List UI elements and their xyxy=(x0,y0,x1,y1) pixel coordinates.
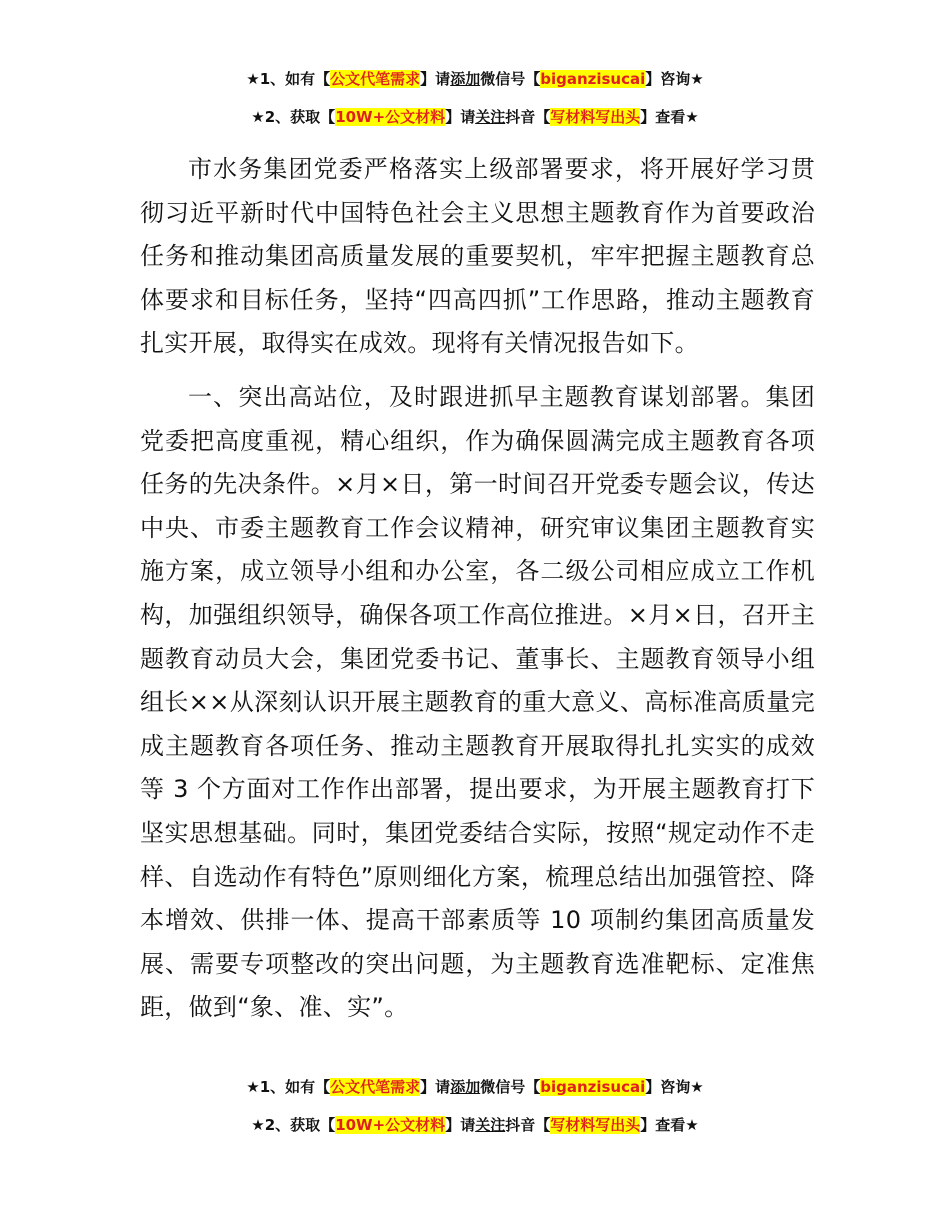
body-paragraph: 一、突出高站位，及时跟进抓早主题教育谋划部署。集团党委把高度重视，精心组织，作为确保圆满完成主题教育各项任务的先决条件。×月×日，第一时间召开党委专题会议，传达中央、市委主题教育工作会议精神，研究审议集团主题教育实施方案，成立领导小组和办公室，各二级公司相应成立工作机构，加强组织领导，确保各项工作高位推进。×月×日，召开主题教育动员大会，集团党委书记、董事长、主题教育领导小组组长××从深刻认识开展主题教育的重大意义、高标准高质量完成主题教育各项任务、推动主题教育开展取得扎扎实实的成效等 3 个方面对工作作出部署，提出要求，为开展主题教育打下坚实思想基础。同时，集团党委结合实际，按照“规定动作不走样、自选动作有特色”原则细化方案，梳理总结出加强管控、降本增效、供排一体、提高干部素质等 10 项制约集团高质量发展、需要专项整改的突出问题，为主题教育选准靶标、定准焦距，做到“象、准、实”。 xyxy=(140,382,815,1022)
promo-text: 】请 xyxy=(420,1078,451,1096)
promo-underline: 关注 xyxy=(475,1116,506,1134)
header-promo-line-2 xyxy=(0,106,950,128)
promo-highlight: 公文代笔需求 xyxy=(330,70,421,88)
promo-text: ★2、获取【 xyxy=(251,108,336,126)
promo-text: ★1、如有【 xyxy=(246,70,331,88)
header-promo-line-1 xyxy=(0,68,950,90)
promo-text: 】请 xyxy=(420,70,451,88)
promo-text: 抖音【 xyxy=(505,108,551,126)
footer-promo-line-2 xyxy=(0,1114,950,1136)
document-body xyxy=(140,148,815,1030)
promo-highlight: 10W+公文材料 xyxy=(335,108,446,126)
promo-text: 】请 xyxy=(445,1116,476,1134)
promo-underline: 添加 xyxy=(450,70,481,88)
promo-wechat-id: biganzisucai xyxy=(540,70,646,88)
promo-wechat-id: biganzisucai xyxy=(540,1078,646,1096)
promo-text: 抖音【 xyxy=(505,1116,551,1134)
promo-highlight: 10W+公文材料 xyxy=(335,1116,446,1134)
footer-promo-line-1 xyxy=(0,1076,950,1098)
body-paragraph: 市水务集团党委严格落实上级部署要求，将开展好学习贯彻习近平新时代中国特色社会主义思想主题教育作为首要政治任务和推动集团高质量发展的重要契机，牢牢把握主题教育总体要求和目标任务，坚持“四高四抓”工作思路，推动主题教育扎实开展，取得实在成效。现将有关情况报告如下。 xyxy=(140,155,815,358)
promo-text: 微信号【 xyxy=(480,1078,541,1096)
promo-text: 】查看★ xyxy=(640,1116,699,1134)
promo-text: 微信号【 xyxy=(480,70,541,88)
promo-text: 】请 xyxy=(445,108,476,126)
promo-douyin-name: 写材料写出头 xyxy=(550,108,641,126)
promo-underline: 添加 xyxy=(450,1078,481,1096)
promo-text: 】咨询★ xyxy=(645,70,704,88)
promo-text: ★1、如有【 xyxy=(246,1078,331,1096)
promo-underline: 关注 xyxy=(475,108,506,126)
promo-text: 】查看★ xyxy=(640,108,699,126)
promo-douyin-name: 写材料写出头 xyxy=(550,1116,641,1134)
promo-text: 】咨询★ xyxy=(645,1078,704,1096)
promo-highlight: 公文代笔需求 xyxy=(330,1078,421,1096)
promo-text: ★2、获取【 xyxy=(251,1116,336,1134)
